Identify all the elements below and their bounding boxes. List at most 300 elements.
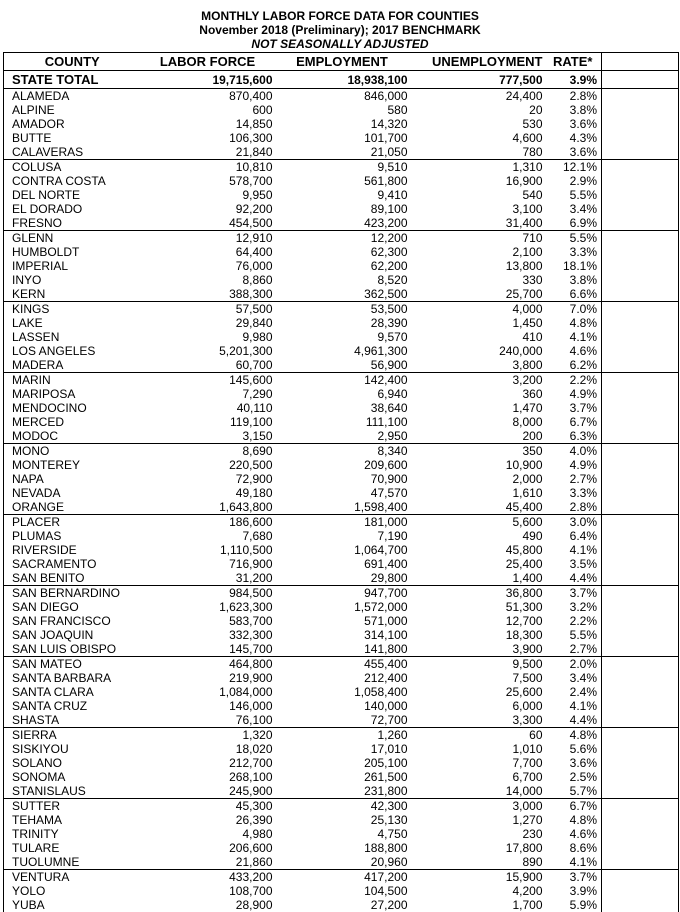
blank-cell	[602, 216, 679, 231]
table-row	[4, 642, 679, 657]
employment-value: 101,700	[364, 131, 408, 145]
labor-force-value: 984,500	[229, 586, 273, 600]
employment-value: 27,200	[370, 898, 408, 912]
unemployment-value: 1,450	[512, 316, 543, 330]
table-row	[4, 770, 679, 784]
county-name: SAN LUIS OBISPO	[4, 642, 141, 657]
table-row	[4, 728, 679, 743]
labor-force-value: 146,000	[229, 699, 273, 713]
employment-value: 104,500	[364, 884, 408, 898]
blank-cell	[602, 131, 679, 145]
labor-force-value: 26,390	[235, 813, 273, 827]
rate-value: 3.6%	[545, 117, 602, 131]
rate-value: 2.2%	[545, 373, 602, 388]
labor-force-value: 7,290	[242, 387, 273, 401]
blank-cell	[602, 742, 679, 756]
labor-force-value: 9,980	[242, 330, 273, 344]
table-row	[4, 600, 679, 614]
table-row	[4, 231, 679, 246]
unemployment-value: 9,500	[512, 657, 543, 671]
rate-value: 3.7%	[545, 586, 602, 601]
rate-value: 5.6%	[545, 742, 602, 756]
unemployment-value: 1,270	[512, 813, 543, 827]
labor-force-value: 145,700	[141, 642, 275, 657]
county-name: SOLANO	[4, 756, 141, 770]
county-name: SHASTA	[4, 713, 141, 728]
blank-cell	[602, 827, 679, 841]
blank-cell	[602, 586, 679, 601]
table-row	[4, 202, 679, 216]
labor-force-value: 10,810	[235, 160, 273, 174]
employment-value: 181,000	[364, 515, 408, 529]
rate-value: 4.1%	[545, 699, 602, 713]
rate-value: 4.9%	[545, 458, 602, 472]
blank-cell	[602, 799, 679, 814]
table-row	[4, 543, 679, 557]
blank-cell	[602, 685, 679, 699]
labor-force-value: 72,900	[235, 472, 273, 486]
county-name: EL DORADO	[4, 202, 141, 216]
blank-cell	[602, 344, 679, 358]
blank-cell	[602, 145, 679, 160]
unemployment-value: 20	[529, 103, 543, 117]
table-row	[4, 273, 679, 287]
table-row	[4, 827, 679, 841]
blank-cell	[602, 841, 679, 855]
unemployment-value: 1,400	[410, 571, 545, 586]
labor-force-value: 9,950	[242, 188, 273, 202]
labor-force-value: 388,300	[141, 287, 275, 302]
table-row	[4, 614, 679, 628]
county-name: MADERA	[4, 358, 141, 373]
blank-cell	[602, 571, 679, 586]
rate-value: 2.2%	[545, 614, 602, 628]
employment-value: 9,410	[377, 188, 408, 202]
table-row	[4, 160, 679, 175]
blank-cell	[602, 174, 679, 188]
labor-force-value: 716,900	[229, 557, 273, 571]
blank-cell	[602, 657, 679, 672]
labor-force-value: 1,623,300	[219, 600, 273, 614]
blank-cell	[602, 855, 679, 870]
employment-value: 25,130	[370, 813, 408, 827]
unemployment-value: 25,400	[505, 557, 543, 571]
county-name: SANTA CLARA	[4, 685, 141, 699]
rate-value: 4.6%	[545, 344, 602, 358]
rate-value: 4.9%	[545, 387, 602, 401]
table-row	[4, 657, 679, 672]
rate-value: 6.7%	[545, 415, 602, 429]
county-name: SUTTER	[4, 799, 141, 814]
labor-force-value: 454,500	[141, 216, 275, 231]
table-row	[4, 713, 679, 728]
rate-value: 6.3%	[545, 429, 602, 444]
table-row	[4, 884, 679, 898]
rate-value: 3.6%	[545, 756, 602, 770]
state-total-employment: 18,938,100	[275, 71, 410, 89]
blank-cell	[602, 415, 679, 429]
blank-cell	[602, 117, 679, 131]
rate-value: 2.7%	[545, 472, 602, 486]
county-name: SISKIYOU	[4, 742, 141, 756]
labor-force-value: 206,600	[229, 841, 273, 855]
employment-value: 1,064,700	[354, 543, 408, 557]
state-total-unemployment: 777,500	[410, 71, 545, 89]
labor-force-value: 106,300	[229, 131, 273, 145]
column-header-blank	[602, 53, 679, 71]
county-name: MODOC	[4, 429, 141, 444]
labor-force-value: 45,300	[235, 799, 273, 813]
table-row	[4, 742, 679, 756]
labor-force-value: 1,110,500	[220, 543, 273, 557]
blank-cell	[602, 373, 679, 388]
county-name: NAPA	[4, 472, 141, 486]
unemployment-value: 8,000	[512, 415, 543, 429]
rate-value: 2.7%	[545, 642, 602, 657]
labor-force-value: 220,500	[229, 458, 273, 472]
table-row	[4, 429, 679, 444]
table-row	[4, 799, 679, 814]
labor-force-value: 12,910	[235, 231, 273, 245]
employment-value: 29,800	[275, 571, 410, 586]
rate-value: 2.9%	[545, 174, 602, 188]
rate-value: 8.6%	[545, 841, 602, 855]
rate-value: 5.5%	[545, 188, 602, 202]
blank-cell	[602, 500, 679, 515]
rate-value: 4.3%	[545, 131, 602, 145]
unemployment-value: 7,500	[512, 671, 543, 685]
county-name: SAN BERNARDINO	[4, 586, 141, 601]
blank-cell	[602, 188, 679, 202]
employment-value: 56,900	[275, 358, 410, 373]
blank-cell	[602, 287, 679, 302]
employment-value: 212,400	[364, 671, 408, 685]
table-row	[4, 486, 679, 500]
rate-value: 3.4%	[545, 202, 602, 216]
unemployment-value: 10,900	[505, 458, 543, 472]
rate-value: 2.8%	[545, 500, 602, 515]
labor-force-value: 49,180	[235, 486, 273, 500]
county-name: LOS ANGELES	[4, 344, 141, 358]
table-row	[4, 458, 679, 472]
labor-force-value: 60,700	[141, 358, 275, 373]
blank-cell	[602, 529, 679, 543]
unemployment-value: 45,800	[505, 543, 543, 557]
blank-cell	[602, 259, 679, 273]
county-name: TRINITY	[4, 827, 141, 841]
labor-force-value: 29,840	[235, 316, 273, 330]
county-name: IMPERIAL	[4, 259, 141, 273]
employment-value: 14,320	[370, 117, 408, 131]
employment-value: 417,200	[364, 870, 408, 884]
table-row	[4, 259, 679, 273]
labor-force-value: 18,020	[235, 742, 273, 756]
labor-force-value: 870,400	[229, 89, 273, 103]
employment-value: 947,700	[364, 586, 408, 600]
blank-cell	[602, 458, 679, 472]
labor-force-value: 464,800	[229, 657, 273, 671]
labor-force-value: 1,320	[242, 728, 273, 742]
unemployment-value: 200	[410, 429, 545, 444]
employment-value: 314,100	[364, 628, 408, 642]
employment-value: 571,000	[364, 614, 408, 628]
county-name: YUBA	[4, 898, 141, 912]
county-name: FRESNO	[4, 216, 141, 231]
blank-cell	[602, 202, 679, 216]
table-row	[4, 131, 679, 145]
county-name: SAN DIEGO	[4, 600, 141, 614]
table-row	[4, 145, 679, 160]
unemployment-value: 2,100	[512, 245, 543, 259]
labor-force-value: 212,700	[229, 756, 273, 770]
blank-cell	[602, 387, 679, 401]
county-name: CALAVERAS	[4, 145, 141, 160]
blank-cell	[602, 557, 679, 571]
table-row	[4, 671, 679, 685]
county-name: PLACER	[4, 515, 141, 530]
rate-value: 4.4%	[545, 571, 602, 586]
employment-value: 846,000	[364, 89, 408, 103]
unemployment-value: 13,800	[505, 259, 543, 273]
blank-cell	[602, 429, 679, 444]
state-total-label: STATE TOTAL	[4, 71, 141, 89]
unemployment-value: 24,400	[505, 89, 543, 103]
county-name: SAN JOAQUIN	[4, 628, 141, 642]
labor-force-value: 21,860	[141, 855, 275, 870]
unemployment-value: 60	[529, 728, 543, 742]
unemployment-value: 780	[410, 145, 545, 160]
employment-value: 142,400	[364, 373, 408, 387]
blank-cell	[602, 884, 679, 898]
county-name: COLUSA	[4, 160, 141, 175]
blank-cell	[602, 699, 679, 713]
unemployment-value: 45,400	[410, 500, 545, 515]
county-name: SAN BENITO	[4, 571, 141, 586]
unemployment-value: 3,100	[512, 202, 543, 216]
employment-value: 47,570	[370, 486, 408, 500]
employment-value: 9,570	[377, 330, 408, 344]
rate-value: 3.0%	[545, 515, 602, 530]
unemployment-value: 540	[522, 188, 543, 202]
rate-value: 3.8%	[545, 273, 602, 287]
employment-value: 89,100	[370, 202, 408, 216]
table-row	[4, 756, 679, 770]
table-row	[4, 841, 679, 855]
blank-cell	[602, 628, 679, 642]
blank-cell	[602, 160, 679, 175]
unemployment-value: 710	[522, 231, 543, 245]
blank-cell	[602, 756, 679, 770]
unemployment-value: 6,000	[512, 699, 543, 713]
county-name: NEVADA	[4, 486, 141, 500]
labor-force-value: 3,150	[141, 429, 275, 444]
unemployment-value: 230	[522, 827, 543, 841]
employment-value: 231,800	[275, 784, 410, 799]
unemployment-value: 17,800	[505, 841, 543, 855]
county-name: MERCED	[4, 415, 141, 429]
labor-force-value: 332,300	[229, 628, 273, 642]
blank-cell	[602, 784, 679, 799]
labor-force-value: 76,100	[141, 713, 275, 728]
table-row	[4, 245, 679, 259]
state-total-blank	[602, 71, 679, 89]
county-name: MONTEREY	[4, 458, 141, 472]
employment-value: 261,500	[364, 770, 408, 784]
unemployment-value: 5,600	[512, 515, 543, 529]
labor-force-value: 64,400	[235, 245, 273, 259]
header-row	[4, 53, 679, 71]
labor-force-value: 4,980	[242, 827, 273, 841]
blank-cell	[602, 245, 679, 259]
blank-cell	[602, 600, 679, 614]
labor-force-value: 21,840	[141, 145, 275, 160]
rate-value: 3.2%	[545, 600, 602, 614]
county-name: LASSEN	[4, 330, 141, 344]
unemployment-value: 18,300	[505, 628, 543, 642]
unemployment-value: 3,900	[410, 642, 545, 657]
unemployment-value: 240,000	[499, 344, 543, 358]
unemployment-value: 16,900	[505, 174, 543, 188]
unemployment-value: 360	[522, 387, 543, 401]
rate-value: 6.9%	[545, 216, 602, 231]
labor-force-value: 8,860	[242, 273, 273, 287]
blank-cell	[602, 273, 679, 287]
unemployment-value: 4,000	[512, 302, 543, 316]
labor-force-value: 1,643,800	[141, 500, 275, 515]
blank-cell	[602, 813, 679, 827]
blank-cell	[602, 302, 679, 317]
employment-value: 6,940	[377, 387, 408, 401]
rate-value: 2.5%	[545, 770, 602, 784]
labor-force-value: 433,200	[229, 870, 273, 884]
unemployment-value: 3,200	[512, 373, 543, 387]
employment-value: 1,598,400	[275, 500, 410, 515]
blank-cell	[602, 614, 679, 628]
table-row	[4, 515, 679, 530]
unemployment-value: 1,010	[512, 742, 543, 756]
table-row	[4, 628, 679, 642]
county-name: MENDOCINO	[4, 401, 141, 415]
rate-value: 6.2%	[545, 358, 602, 373]
unemployment-value: 490	[522, 529, 543, 543]
rate-value: 18.1%	[545, 259, 602, 273]
rate-value: 3.7%	[545, 870, 602, 885]
rate-value: 6.6%	[545, 287, 602, 302]
unemployment-value: 890	[410, 855, 545, 870]
rate-value: 3.7%	[545, 401, 602, 415]
county-name: YOLO	[4, 884, 141, 898]
unemployment-value: 7,700	[512, 756, 543, 770]
state-total-rate: 3.9%	[545, 71, 602, 89]
employment-value: 111,100	[365, 415, 408, 429]
rate-value: 4.8%	[545, 813, 602, 827]
labor-force-value: 14,850	[235, 117, 273, 131]
unemployment-value: 1,470	[512, 401, 543, 415]
rate-value: 4.4%	[545, 713, 602, 728]
report-adjustment-note: NOT SEASONALLY ADJUSTED	[251, 37, 429, 51]
report-subtitle: November 2018 (Preliminary); 2017 BENCHMARK	[199, 23, 481, 37]
rate-value: 4.6%	[545, 827, 602, 841]
employment-value: 38,640	[370, 401, 408, 415]
rate-value: 3.3%	[545, 245, 602, 259]
rate-value: 5.5%	[545, 628, 602, 642]
table-row	[4, 898, 679, 912]
employment-value: 70,900	[370, 472, 408, 486]
labor-force-value: 5,201,300	[219, 344, 273, 358]
employment-value: 7,190	[377, 529, 408, 543]
labor-force-value: 145,600	[229, 373, 273, 387]
state-total-labor-force: 19,715,600	[141, 71, 275, 89]
blank-cell	[602, 401, 679, 415]
employment-value: 12,200	[370, 231, 408, 245]
rate-value: 6.4%	[545, 529, 602, 543]
rate-value: 2.8%	[545, 89, 602, 104]
rate-value: 5.5%	[545, 231, 602, 246]
employment-value: 205,100	[364, 756, 408, 770]
blank-cell	[602, 543, 679, 557]
table-row	[4, 784, 679, 799]
table-row	[4, 571, 679, 586]
blank-cell	[602, 642, 679, 657]
county-name: INYO	[4, 273, 141, 287]
unemployment-value: 31,400	[410, 216, 545, 231]
table-row	[4, 117, 679, 131]
labor-force-value: 8,690	[242, 444, 273, 458]
labor-force-value: 578,700	[229, 174, 273, 188]
employment-value: 209,600	[364, 458, 408, 472]
rate-value: 4.8%	[545, 728, 602, 743]
employment-value: 362,500	[275, 287, 410, 302]
employment-value: 1,572,000	[354, 600, 408, 614]
employment-value: 28,390	[370, 316, 408, 330]
employment-value: 8,520	[377, 273, 408, 287]
blank-cell	[602, 444, 679, 459]
blank-cell	[602, 486, 679, 500]
labor-force-value: 600	[252, 103, 273, 117]
rate-value: 3.3%	[545, 486, 602, 500]
county-name: TEHAMA	[4, 813, 141, 827]
employment-value: 20,960	[275, 855, 410, 870]
blank-cell	[602, 103, 679, 117]
employment-value: 141,800	[275, 642, 410, 657]
rate-value: 3.4%	[545, 671, 602, 685]
column-header-county: COUNTY	[4, 53, 141, 71]
table-row	[4, 287, 679, 302]
table-row	[4, 358, 679, 373]
county-name: KERN	[4, 287, 141, 302]
table-row	[4, 444, 679, 459]
employment-value: 17,010	[370, 742, 408, 756]
unemployment-value: 1,610	[512, 486, 543, 500]
employment-value: 62,300	[370, 245, 408, 259]
labor-force-value: 76,000	[235, 259, 273, 273]
county-name: MARIPOSA	[4, 387, 141, 401]
county-name: MONO	[4, 444, 141, 459]
labor-force-value: 57,500	[235, 302, 273, 316]
labor-force-value: 7,680	[242, 529, 273, 543]
table-row	[4, 529, 679, 543]
county-name: PLUMAS	[4, 529, 141, 543]
unemployment-value: 36,800	[505, 586, 543, 600]
unemployment-value: 350	[522, 444, 543, 458]
report-title: MONTHLY LABOR FORCE DATA FOR COUNTIES	[201, 9, 479, 23]
rate-value: 4.0%	[545, 444, 602, 459]
county-name: LAKE	[4, 316, 141, 330]
county-name: ALPINE	[4, 103, 141, 117]
blank-cell	[602, 713, 679, 728]
county-name: SACRAMENTO	[4, 557, 141, 571]
employment-value: 561,800	[364, 174, 408, 188]
